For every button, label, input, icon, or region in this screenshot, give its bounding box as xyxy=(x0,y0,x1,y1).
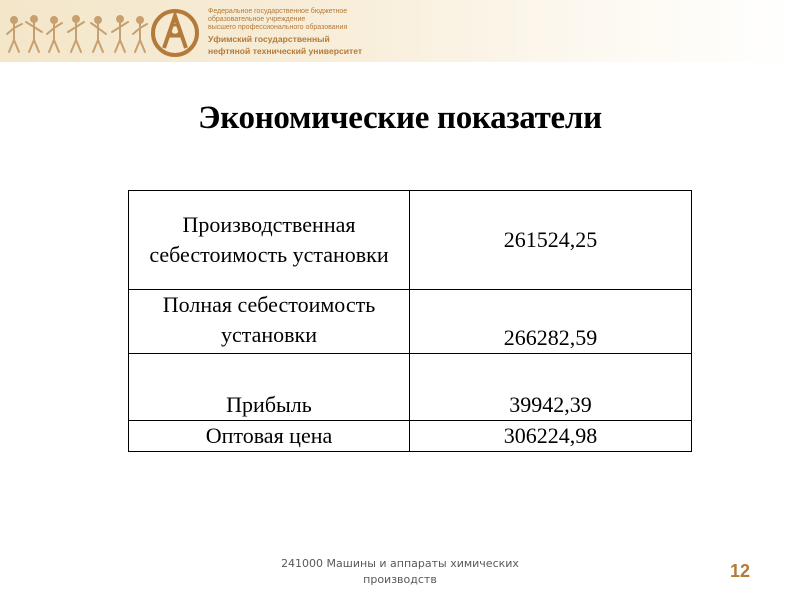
row-value: 39942,39 xyxy=(410,354,692,421)
oil-workers-illustration xyxy=(4,10,150,56)
page-number: 12 xyxy=(729,561,751,581)
row-label: Прибыль xyxy=(129,354,410,421)
table-row xyxy=(129,191,692,290)
slide-title: Экономические показатели xyxy=(198,100,602,136)
university-logo-icon xyxy=(150,8,200,58)
university-header-text xyxy=(208,8,362,56)
table-row xyxy=(129,354,692,421)
university-name-line1: Уфимский государственный xyxy=(208,34,330,44)
economic-indicators-table xyxy=(128,190,692,452)
university-line2: образовательное учреждение xyxy=(208,16,306,23)
row-value: 306224,98 xyxy=(410,421,692,452)
table-row xyxy=(129,290,692,354)
footer-course-text: 241000 Машины и аппараты химических производств xyxy=(281,557,519,586)
university-name-line2: нефтяной технический университет xyxy=(208,46,363,56)
row-label: Оптовая цена xyxy=(129,421,410,452)
university-line1: Федеральное государственное бюджетное xyxy=(208,8,348,15)
university-line3: высшего профессионального образования xyxy=(208,24,348,31)
row-value: 266282,59 xyxy=(410,290,692,354)
row-label: Полная себестоимость установки xyxy=(129,290,410,354)
row-label: Производственная себестоимость установки xyxy=(129,191,410,290)
row-value: 261524,25 xyxy=(410,191,692,290)
table-row xyxy=(129,421,692,452)
